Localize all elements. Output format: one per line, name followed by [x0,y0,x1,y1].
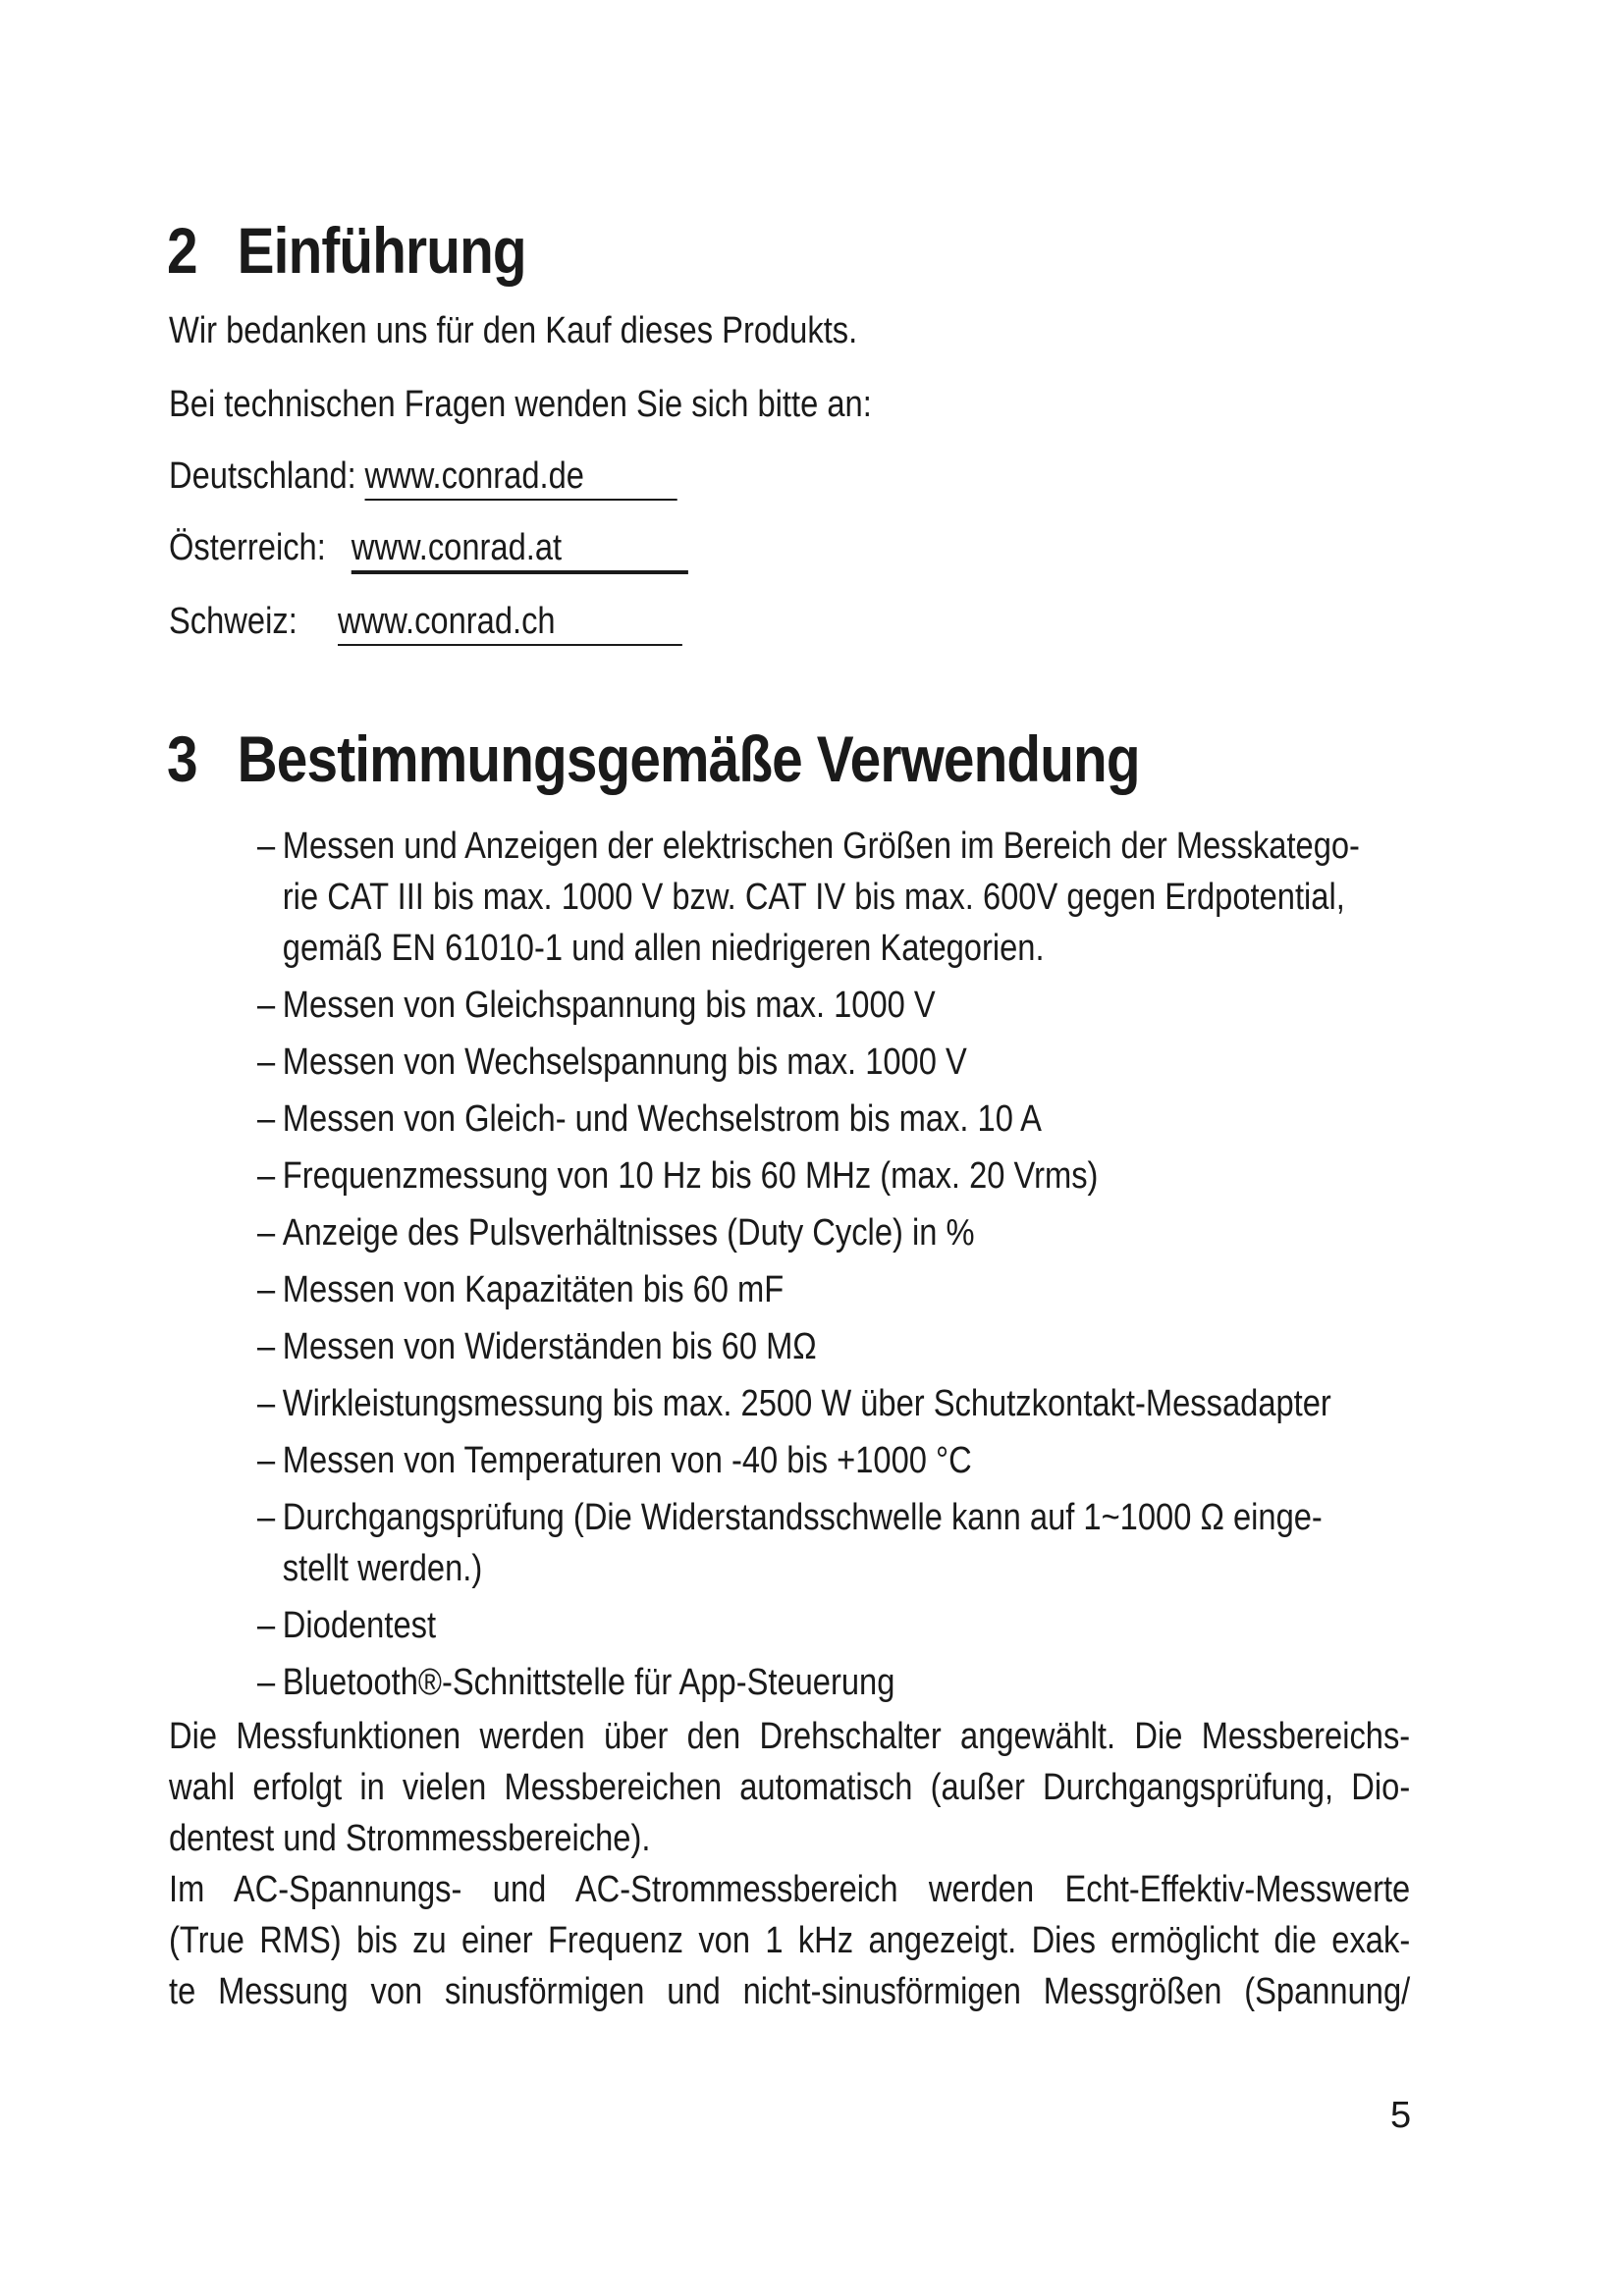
list-item: – Messen von Wechselspannung bis max. 1000 V [257,1041,967,1083]
paragraph-measuring-functions: Die Messfunktionen werden über den Drehschalter angewählt. Die Messbereichs- wahl erfolgt in vielen Messbereichen automatisch (außer Durchgangsprüfung, Dio- dentest und Strommessbereiche). [169,1716,1411,1859]
contact-austria [169,529,688,574]
list-item: – Messen von Widerständen bis 60 MΩ [257,1326,817,1367]
list-item: – Messen von Temperaturen von -40 bis +1000 °C [257,1440,972,1481]
section-2-heading [167,214,526,287]
list-item: – Bluetooth®-Schnittstelle für App-Steuerung [257,1662,895,1703]
list-item: – Durchgangsprüfung (Die Widerstandsschwelle kann auf 1~1000 Ω einge- stellt werden.) [257,1497,1323,1589]
contact-germany [169,457,677,501]
section-3-number: 3 [167,722,197,795]
contact-url-link[interactable]: www.conrad.de [365,457,677,501]
contact-url-link[interactable]: www.conrad.ch [338,603,682,646]
list-item: – Frequenzmessung von 10 Hz bis 60 MHz (max. 20 Vrms) [257,1155,1099,1197]
paragraph-true-rms: Im AC-Spannungs- und AC-Strommessbereich werden Echt-Effektiv-Messwerte (True RMS) bis zu einer Frequenz von 1 kHz angezeigt. Dies ermöglicht die exak- te Messung von sinusförmigen und nicht-sinusförmigen Messgrößen (Spannung/ [169,1869,1411,2012]
contact-switzerland [169,603,682,646]
list-item: – Wirkleistungsmessung bis max. 2500 W über Schutzkontakt-Messadapter [257,1383,1331,1424]
thanks-text: Wir bedanken uns für den Kauf dieses Produkts. [169,310,858,351]
list-item: – Messen von Gleich- und Wechselstrom bis max. 10 A [257,1098,1042,1140]
section-3-title: Bestimmungsgemäße Verwendung [237,722,1140,795]
section-2-number: 2 [167,214,197,287]
page-number: 5 [1390,2095,1412,2136]
list-item: – Diodentest [257,1605,437,1646]
section-2-title: Einführung [237,214,526,287]
contact-country: Schweiz: [169,601,298,642]
contact-country: Deutschland: [169,455,356,497]
list-item: – Anzeige des Pulsverhältnisses (Duty Cycle) in % [257,1212,975,1254]
questions-text: Bei technischen Fragen wenden Sie sich bitte an: [169,384,872,425]
list-item: – Messen und Anzeigen der elektrischen Größen im Bereich der Messkatego- rie CAT III bis max. 1000 V bzw. CAT IV bis max. 600V gegen Erdpotential, gemäß EN 61010-1 und allen niedrigeren Kategorien. [257,826,1360,969]
intended-use-list [257,821,1573,1714]
contact-url-link[interactable]: www.conrad.at [352,529,688,574]
contact-country: Österreich: [169,527,326,568]
list-item: – Messen von Gleichspannung bis max. 1000 V [257,985,936,1026]
section-3-heading [167,722,1140,795]
list-item: – Messen von Kapazitäten bis 60 mF [257,1269,785,1310]
